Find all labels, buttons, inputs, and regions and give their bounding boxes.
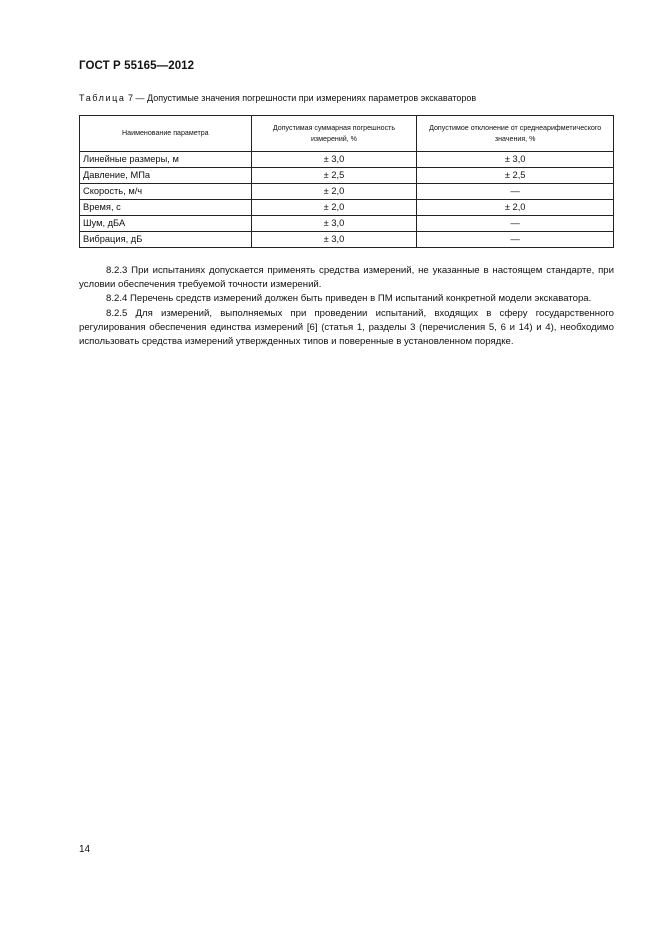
parameter-name: Линейные размеры, м: [80, 152, 252, 168]
deviation-value: ± 2,5: [417, 168, 614, 184]
table-row: [80, 184, 614, 200]
total-error-value: ± 3,0: [251, 216, 417, 232]
deviation-value: —: [417, 216, 614, 232]
table-caption: [79, 93, 476, 103]
paragraph-8-2-3: 8.2.3 При испытаниях допускается применять средства измерений, не указанные в настоящем стандарте, при условии обеспечения требуемой точности измерений.: [79, 265, 614, 291]
total-error-value: ± 3,0: [251, 152, 417, 168]
parameter-name: Шум, дБА: [80, 216, 252, 232]
table-row: [80, 168, 614, 184]
column-header-deviation: Допустимое отклонение от среднеарифметического значения, %: [417, 116, 614, 152]
document-header: ГОСТ Р 55165—2012: [79, 60, 195, 72]
column-header-parameter: Наименование параметра: [80, 116, 252, 152]
deviation-value: —: [417, 232, 614, 248]
total-error-value: ± 3,0: [251, 232, 417, 248]
page-number: 14: [79, 844, 91, 855]
table-header-row: [80, 116, 614, 152]
table-row: [80, 152, 614, 168]
total-error-value: ± 2,0: [251, 200, 417, 216]
deviation-value: ± 3,0: [417, 152, 614, 168]
parameter-name: Вибрация, дБ: [80, 232, 252, 248]
deviation-value: —: [417, 184, 614, 200]
parameter-name: Скорость, м/ч: [80, 184, 252, 200]
table-row: [80, 216, 614, 232]
total-error-value: ± 2,5: [251, 168, 417, 184]
table-caption-text: 7 — Допустимые значения погрешности при измерениях параметров экскаваторов: [125, 93, 477, 103]
parameter-name: Давление, МПа: [80, 168, 252, 184]
deviation-value: ± 2,0: [417, 200, 614, 216]
total-error-value: ± 2,0: [251, 184, 417, 200]
column-header-total-error: Допустимая суммарная погрешность измерений, %: [251, 116, 417, 152]
table-row: [80, 200, 614, 216]
body-text: [79, 264, 614, 349]
table-caption-lead: Таблица: [79, 93, 126, 103]
paragraph-8-2-5: 8.2.5 Для измерений, выполняемых при проведении испытаний, входящих в сферу государственного регулирования обеспечения единства измерений [6] (статья 1, разделы 3 (перечисления 5, 6 и 14) и 4), необходимо использовать средства измерений утвержденных типов и поверенные в установленном порядке.: [79, 307, 614, 348]
parameters-table: [79, 115, 614, 248]
paragraph-8-2-4: 8.2.4 Перечень средств измерений должен быть приведен в ПМ испытаний конкретной модели экскаватора.: [106, 293, 592, 305]
table-row: [80, 232, 614, 248]
parameter-name: Время, с: [80, 200, 252, 216]
